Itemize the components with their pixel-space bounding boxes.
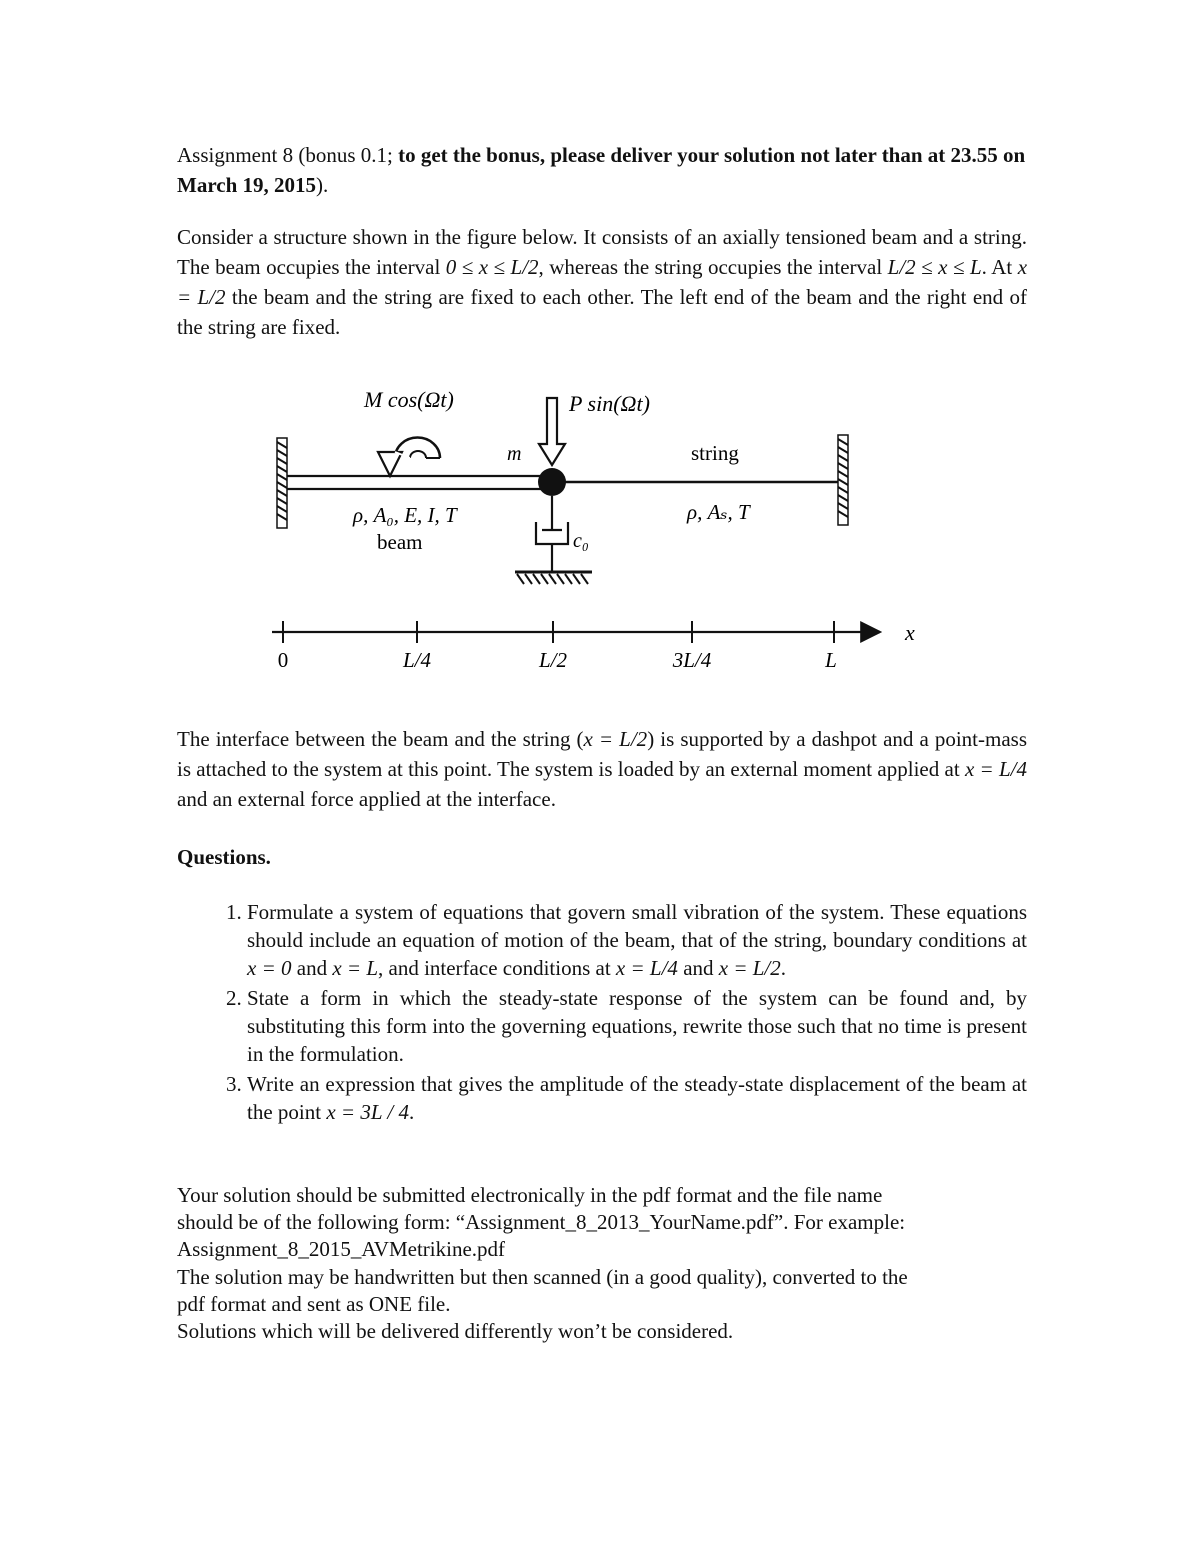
tick-label-l4: L/4 xyxy=(402,648,432,672)
para2-math-1: x = L/2 xyxy=(583,727,648,751)
instructions-line-1: Your solution should be submitted electronically in the pdf format and the file name xyxy=(177,1183,883,1207)
x-axis xyxy=(272,620,915,672)
q1-text-3: , and interface conditions at xyxy=(378,956,616,980)
q1-math-1: x = 0 xyxy=(247,956,292,980)
instructions-line-5: pdf format and sent as ONE file. xyxy=(177,1291,451,1316)
q1-text-4: and xyxy=(677,956,719,980)
intro-text-3: . At xyxy=(981,255,1018,279)
force-arrow xyxy=(539,398,565,465)
q1-math-2: x = L xyxy=(332,956,378,980)
question-1 xyxy=(247,898,1027,982)
q1-math-4: x = L/2 xyxy=(718,956,781,980)
tick-label-0: 0 xyxy=(277,648,289,672)
axis-label: x xyxy=(905,620,915,645)
mass-label: m xyxy=(507,443,522,465)
question-2: 2. State a form in which the steady-state response of the system can be found and, by substituting this form into the governing equations, rewrite those such that no time is present in the formulation. xyxy=(247,984,1027,1068)
damper-label: c₀ xyxy=(573,530,589,552)
intro-math-beam-interval: 0 ≤ x ≤ L/2 xyxy=(445,255,539,279)
submission-instructions xyxy=(177,1182,1077,1345)
q3-text-1: Write an expression that gives the amplitude of the steady-state displacement of the beam at the point xyxy=(247,1072,1027,1124)
force-label: P sin(Ωt) xyxy=(569,391,650,416)
instructions-example-filename: Assignment_8_2015_AVMetrikine.pdf xyxy=(177,1237,506,1262)
right-wall-support xyxy=(838,435,848,525)
string-label: string xyxy=(691,441,739,465)
intro-text-1: Consider a structure shown in the figure below. It consists of an axially tensioned beam and a string. The beam occupies the interval xyxy=(177,225,1027,279)
string-params-label: ρ, Aₛ, T xyxy=(687,500,750,524)
question-3 xyxy=(247,1070,1027,1126)
assignment-header xyxy=(177,140,1027,200)
para2-math-2: x = L/4 xyxy=(964,757,1027,781)
dashpot xyxy=(536,496,568,572)
q1-text-5: . xyxy=(780,956,787,980)
moment-label: M cos(Ωt) xyxy=(364,387,454,412)
q1-math-3: x = L/4 xyxy=(615,956,678,980)
interface-paragraph xyxy=(177,724,1027,814)
structure-figure xyxy=(0,370,1200,690)
point-mass xyxy=(538,468,566,496)
tick-label-3l4: 3L/4 xyxy=(672,648,712,672)
intro-text-4: the beam and the string are fixed to each other. The left end of the beam and the right end of the string are fixed. xyxy=(177,285,1027,339)
para2-text-3: and an external force applied at the interface. xyxy=(177,787,556,811)
instructions-line-4: The solution may be handwritten but then scanned (in a good quality), converted to the xyxy=(177,1264,908,1289)
instructions-line-6: Solutions which will be delivered differently won’t be considered. xyxy=(177,1319,734,1344)
intro-math-interface: x = L/2 xyxy=(177,255,1028,309)
beam xyxy=(287,476,545,489)
para2-text-2: ) is supported by a dashpot and a point-mass is attached to the system at this point. The system is loaded by an external moment applied at xyxy=(177,727,1028,781)
q3-math-1: x = 3L / 4 xyxy=(326,1100,409,1124)
intro-text-2: , whereas the string occupies the interval xyxy=(538,255,888,279)
q3-text-2: . xyxy=(408,1100,415,1124)
q1-text-1: Formulate a system of equations that govern small vibration of the system. These equations should include an equation of motion of the beam, that of the string, boundary conditions at xyxy=(247,900,1027,952)
tick-label-l2: L/2 xyxy=(538,648,568,672)
ground-support xyxy=(515,572,592,584)
beam-params-label: ρ, A₀, E, I, T xyxy=(353,503,457,527)
intro-paragraph xyxy=(177,222,1027,342)
instructions-line-2: should be of the following form: “Assignment_8_2013_YourName.pdf”. For example: xyxy=(177,1210,906,1235)
tick-label-l: L xyxy=(825,648,837,672)
para2-text-1: The interface between the beam and the string ( xyxy=(177,727,584,751)
questions-list xyxy=(177,898,1027,1126)
left-wall-support xyxy=(277,438,287,528)
beam-label: beam xyxy=(377,530,423,554)
q1-text-2: and xyxy=(291,956,333,980)
intro-math-string-interval: L/2 ≤ x ≤ L xyxy=(887,255,982,279)
questions-heading: Questions. xyxy=(177,845,271,869)
header-prefix: Assignment 8 (bonus 0.1; xyxy=(177,143,399,167)
header-deadline: to get the bonus, please deliver your solution not later than at 23.55 on March 19, 2015 xyxy=(177,143,1026,197)
moment-arrow xyxy=(378,438,440,476)
header-suffix: ). xyxy=(316,173,329,197)
